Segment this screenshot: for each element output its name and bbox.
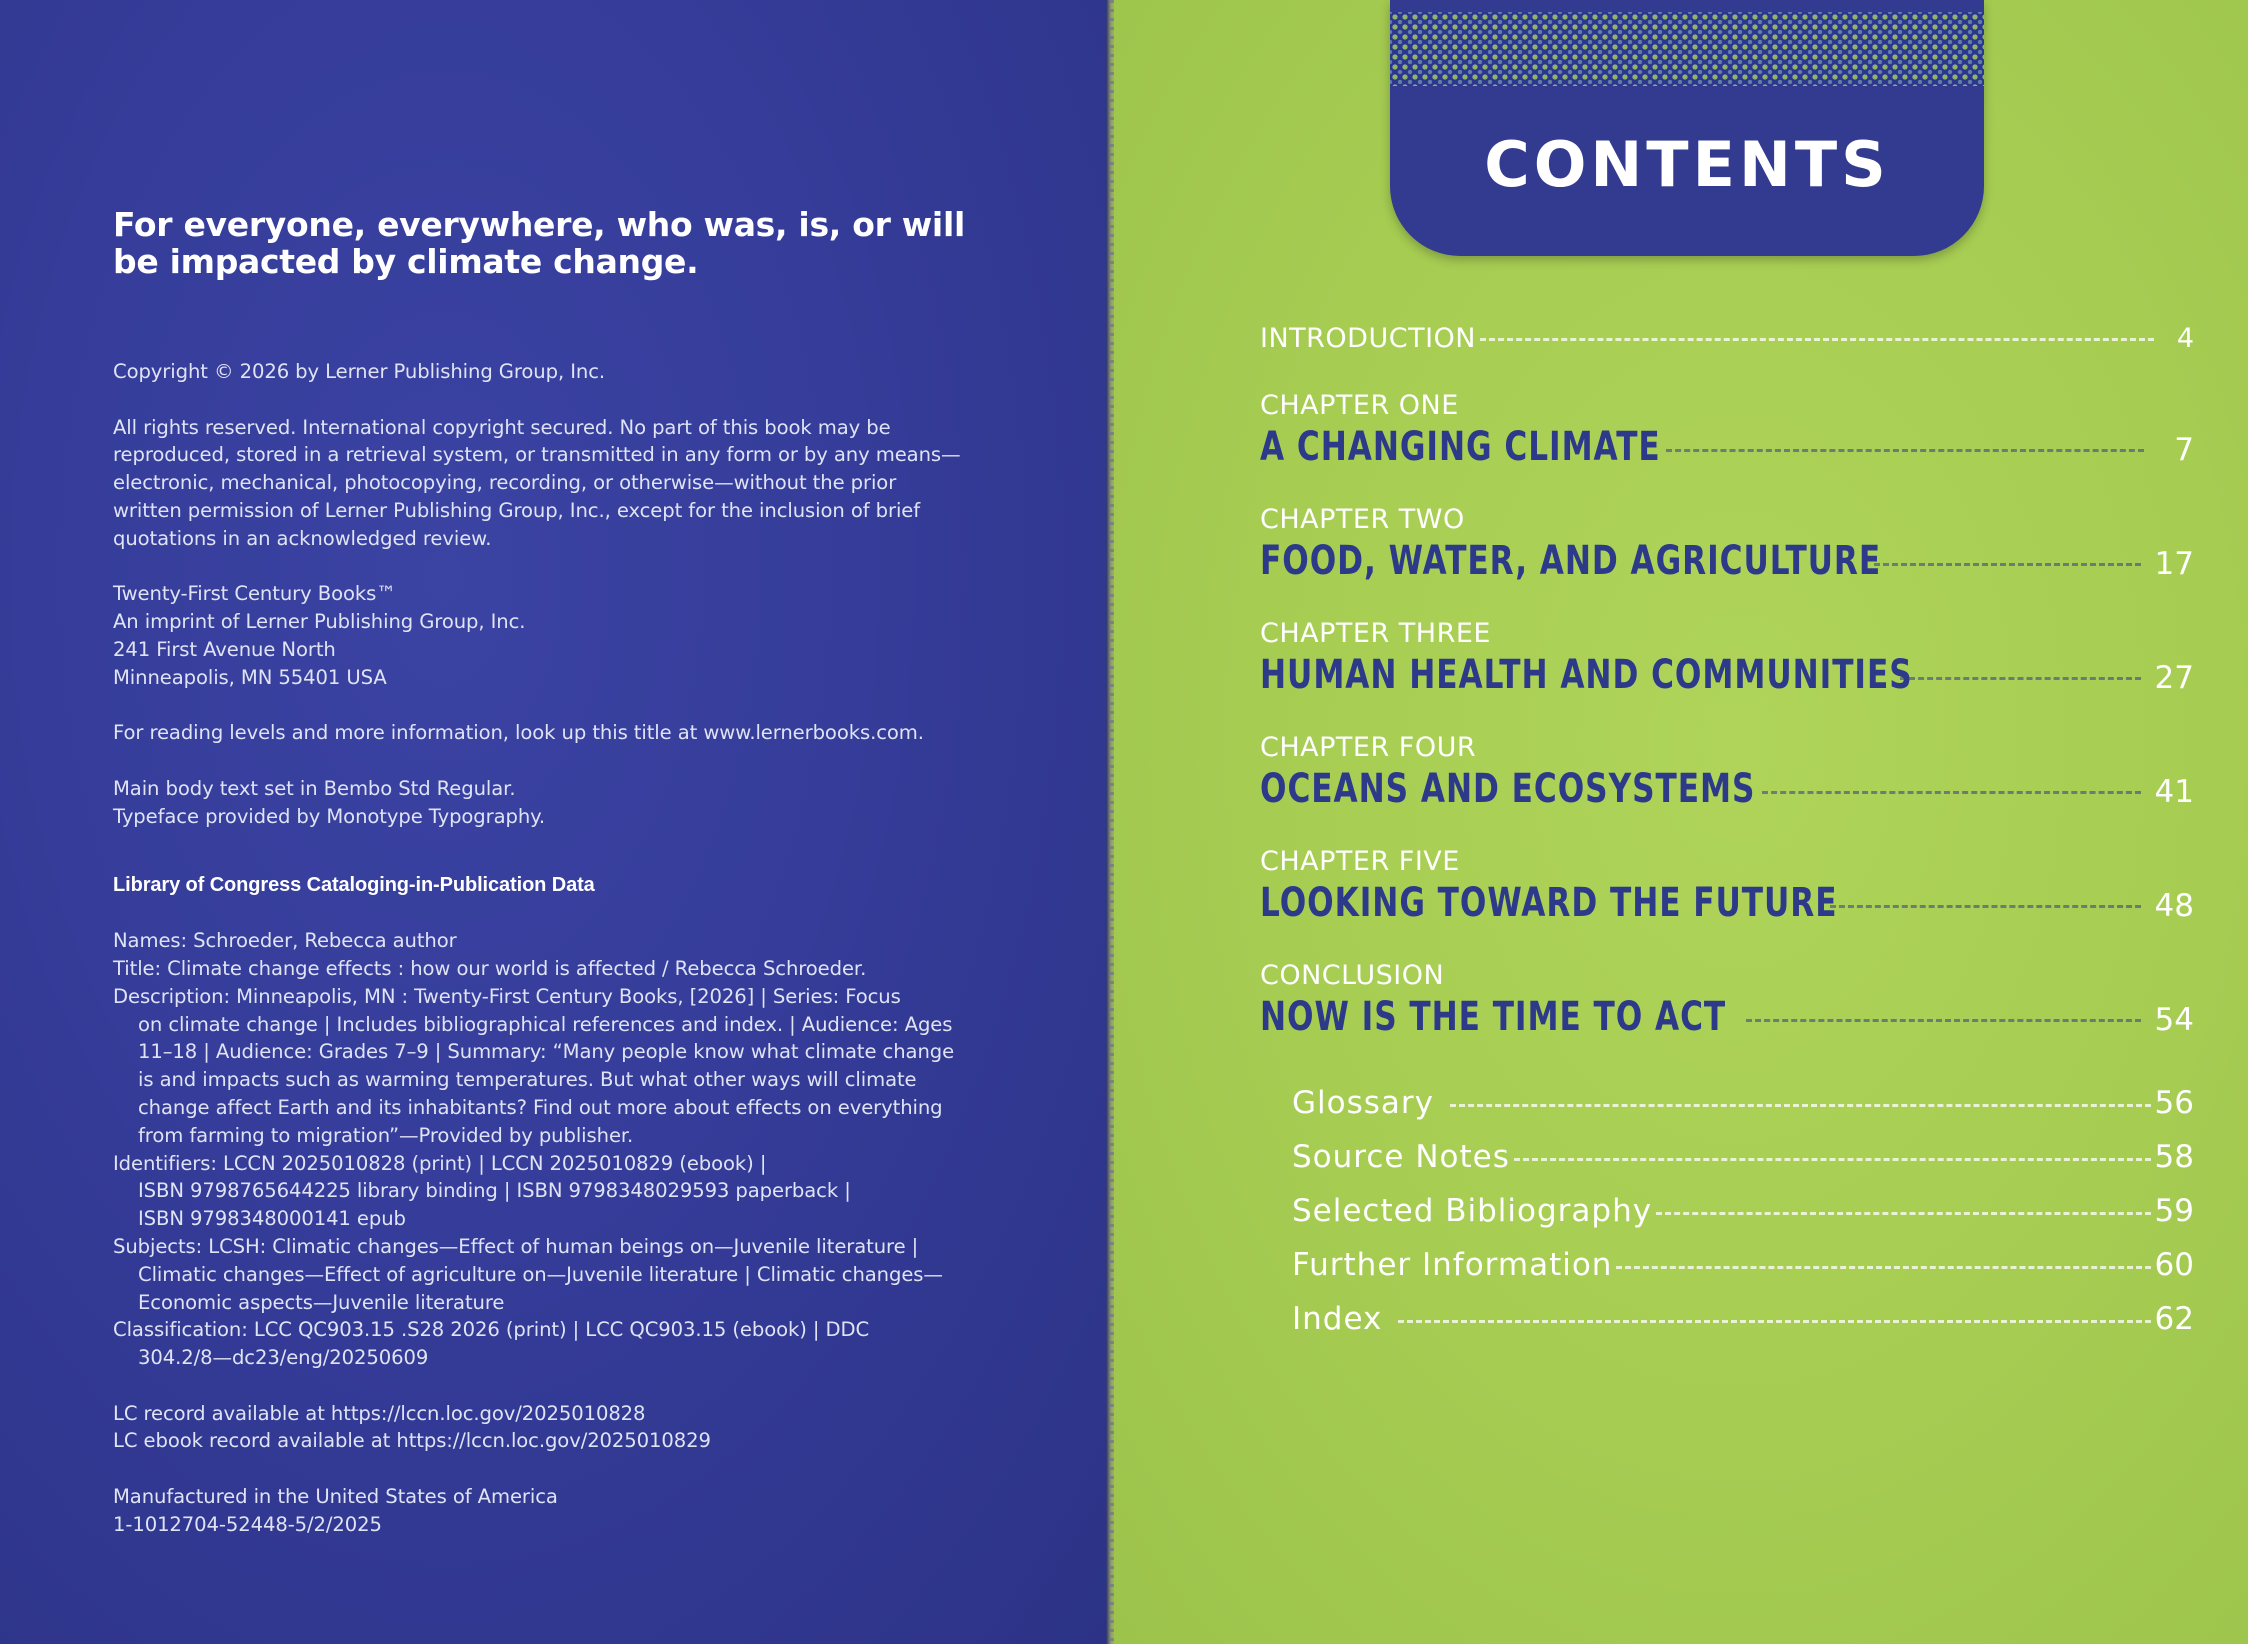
chapter-title-wrap xyxy=(1260,652,1913,698)
toc-page-number: 60 xyxy=(2154,1247,2194,1283)
toc-page-number: 59 xyxy=(2154,1193,2194,1229)
typeface-block xyxy=(113,775,983,831)
copyright-line: Copyright © 2026 by Lerner Publishing Group, Inc. xyxy=(113,360,606,383)
toc-entry-chapter[interactable] xyxy=(1260,766,2194,812)
toc-page-number: 48 xyxy=(2154,888,2194,924)
toc-page-number: 7 xyxy=(2174,432,2194,468)
manufactured-line: Manufactured in the United States of America xyxy=(113,1485,558,1509)
chapter-title: NOW IS THE TIME TO ACT xyxy=(1260,994,1727,1040)
table-of-contents xyxy=(1114,0,2248,1644)
toc-entry-chapter[interactable] xyxy=(1260,538,2194,584)
chapter-title-wrap xyxy=(1260,880,1838,926)
toc-entry-chapter[interactable] xyxy=(1260,880,2194,926)
toc-entry-label: Further Information xyxy=(1292,1247,1613,1283)
cip-description-line: Description: Minneapolis, MN : Twenty-First Century Books, [2026] | Series: Focus xyxy=(113,984,901,1008)
chapter-number: CONCLUSION xyxy=(1260,960,1445,991)
toc-page-number: 54 xyxy=(2154,1002,2194,1038)
imprint-block xyxy=(113,580,983,691)
dash-leader xyxy=(1830,905,2141,908)
toc-entry-label: Source Notes xyxy=(1292,1139,1510,1175)
chapter-title-wrap xyxy=(1260,424,1661,470)
legal-text xyxy=(113,358,983,1539)
imprint-line: An imprint of Lerner Publishing Group, Inc. xyxy=(113,610,526,634)
cip-description-line: change affect Earth and its inhabitants? Find out more about effects on everything xyxy=(138,1095,943,1119)
dot-leader xyxy=(1398,1320,2150,1323)
rights-line: electronic, mechanical, photocopying, recording, or otherwise—without the prior xyxy=(113,471,897,495)
dot-leader xyxy=(1480,338,2154,341)
typeface-line: Main body text set in Bembo Std Regular. xyxy=(113,776,516,800)
dash-leader xyxy=(1900,677,2141,680)
rights-line: All rights reserved. International copyright secured. No part of this book may be xyxy=(113,415,891,439)
toc-entry-label: INTRODUCTION xyxy=(1260,323,1476,354)
toc-page-number: 4 xyxy=(2176,323,2194,354)
toc-entry-introduction[interactable] xyxy=(1260,323,2194,354)
imprint-line: Minneapolis, MN 55401 USA xyxy=(113,665,387,689)
typeface-line: Typeface provided by Monotype Typography. xyxy=(113,804,545,828)
dot-leader xyxy=(1656,1212,2150,1215)
rights-line: written permission of Lerner Publishing Group, Inc., except for the inclusion of brief xyxy=(113,498,921,522)
chapter-number: CHAPTER FIVE xyxy=(1260,846,1460,877)
cip-description-line: 11–18 | Audience: Grades 7–9 | Summary: “Many people know what climate change xyxy=(138,1040,955,1064)
toc-entry-selected-bibliography[interactable] xyxy=(1292,1193,2194,1229)
dash-leader xyxy=(1746,1019,2141,1022)
toc-entry-further-information[interactable] xyxy=(1292,1247,2194,1283)
cip-names: Names: Schroeder, Rebecca author xyxy=(113,929,457,953)
toc-page-number: 58 xyxy=(2154,1139,2194,1175)
toc-page-number: 56 xyxy=(2154,1085,2194,1121)
print-code-line: 1-1012704-52448-5/2/2025 xyxy=(113,1512,382,1536)
cip-subjects-line: Subjects: LCSH: Climatic changes—Effect of human beings on—Juvenile literature | xyxy=(113,1234,919,1258)
chapter-title-wrap xyxy=(1260,766,1756,812)
chapter-number: CHAPTER TWO xyxy=(1260,504,1465,535)
reading-levels-line: For reading levels and more information, look up this title at www.lernerbooks.com. xyxy=(113,721,924,745)
rights-paragraph xyxy=(113,414,983,553)
chapter-number: CHAPTER ONE xyxy=(1260,390,1459,421)
dash-leader xyxy=(1874,563,2141,566)
dash-leader xyxy=(1762,791,2141,794)
lc-records xyxy=(113,1400,983,1456)
cip-title: Title: Climate change effects : how our world is affected / Rebecca Schroeder. xyxy=(113,956,867,980)
cip-heading: Library of Congress Cataloging-in-Publication Data xyxy=(113,873,595,896)
cip-description-line: is and impacts such as warming temperatures. But what other ways will climate xyxy=(138,1068,917,1092)
chapter-title: HUMAN HEALTH AND COMMUNITIES xyxy=(1260,652,1913,698)
cip-description-line: on climate change | Includes bibliographical references and index. | Audience: Ages xyxy=(138,1012,953,1036)
toc-entry-chapter[interactable] xyxy=(1260,652,2194,698)
chapter-title: FOOD, WATER, AND AGRICULTURE xyxy=(1260,538,1882,584)
toc-entry-label: Selected Bibliography xyxy=(1292,1193,1653,1229)
copyright-page xyxy=(0,0,1112,1644)
toc-entry-source-notes[interactable] xyxy=(1292,1139,2194,1175)
imprint-line: 241 First Avenue North xyxy=(113,637,336,661)
toc-entry-chapter[interactable] xyxy=(1260,424,2194,470)
rights-line: reproduced, stored in a retrieval system, or transmitted in any form or by any means— xyxy=(113,443,961,467)
cip-data xyxy=(113,927,983,1372)
cip-classification-line: Classification: LCC QC903.15 .S28 2026 (print) | LCC QC903.15 (ebook) | DDC xyxy=(113,1318,870,1342)
dedication xyxy=(113,206,973,280)
dot-leader xyxy=(1616,1266,2150,1269)
cip-identifiers-line: ISBN 9798765644225 library binding | ISBN 9798348029593 paperback | xyxy=(138,1179,851,1203)
chapter-number: CHAPTER FOUR xyxy=(1260,732,1477,763)
chapter-title: OCEANS AND ECOSYSTEMS xyxy=(1260,766,1756,812)
dot-leader xyxy=(1514,1158,2151,1161)
toc-entry-index[interactable] xyxy=(1292,1301,2194,1337)
chapter-number: CHAPTER THREE xyxy=(1260,618,1491,649)
toc-entry-glossary[interactable] xyxy=(1292,1085,2194,1121)
imprint-line: Twenty-First Century Books™ xyxy=(113,582,396,606)
chapter-title-wrap xyxy=(1260,538,1882,584)
toc-entry-label: Glossary xyxy=(1292,1085,1434,1121)
dedication-line: be impacted by climate change. xyxy=(113,242,699,281)
dash-leader xyxy=(1666,449,2144,452)
cip-description-line: from farming to migration”—Provided by publisher. xyxy=(138,1123,634,1147)
rights-line: quotations in an acknowledged review. xyxy=(113,526,492,550)
toc-page-number: 62 xyxy=(2154,1301,2194,1337)
toc-entry-conclusion[interactable] xyxy=(1260,994,2194,1040)
cip-identifiers-line: Identifiers: LCCN 2025010828 (print) | LCCN 2025010829 (ebook) | xyxy=(113,1151,767,1175)
cip-subjects-line: Climatic changes—Effect of agriculture on—Juvenile literature | Climatic changes— xyxy=(138,1262,943,1286)
toc-page-number: 27 xyxy=(2154,660,2194,696)
lc-record-line: LC ebook record available at https://lccn.loc.gov/2025010829 xyxy=(113,1429,711,1453)
dedication-line: For everyone, everywhere, who was, is, or will xyxy=(113,205,965,244)
chapter-title: LOOKING TOWARD THE FUTURE xyxy=(1260,880,1838,926)
toc-entry-label: Index xyxy=(1292,1301,1383,1337)
contents-title: CONTENTS xyxy=(1484,128,1890,201)
cip-identifiers-line: ISBN 9798348000141 epub xyxy=(138,1207,406,1231)
cip-classification-line: 304.2/8—dc23/eng/20250609 xyxy=(138,1346,429,1370)
toc-page-number: 17 xyxy=(2154,546,2194,582)
contents-page xyxy=(1114,0,2248,1644)
dot-leader xyxy=(1450,1104,2151,1107)
lc-record-line: LC record available at https://lccn.loc.gov/2025010828 xyxy=(113,1401,646,1425)
chapter-title: A CHANGING CLIMATE xyxy=(1260,424,1661,470)
toc-page-number: 41 xyxy=(2154,774,2194,810)
chapter-title-wrap xyxy=(1260,994,1732,1040)
manufactured-block xyxy=(113,1483,983,1539)
cip-subjects-line: Economic aspects—Juvenile literature xyxy=(138,1290,505,1314)
